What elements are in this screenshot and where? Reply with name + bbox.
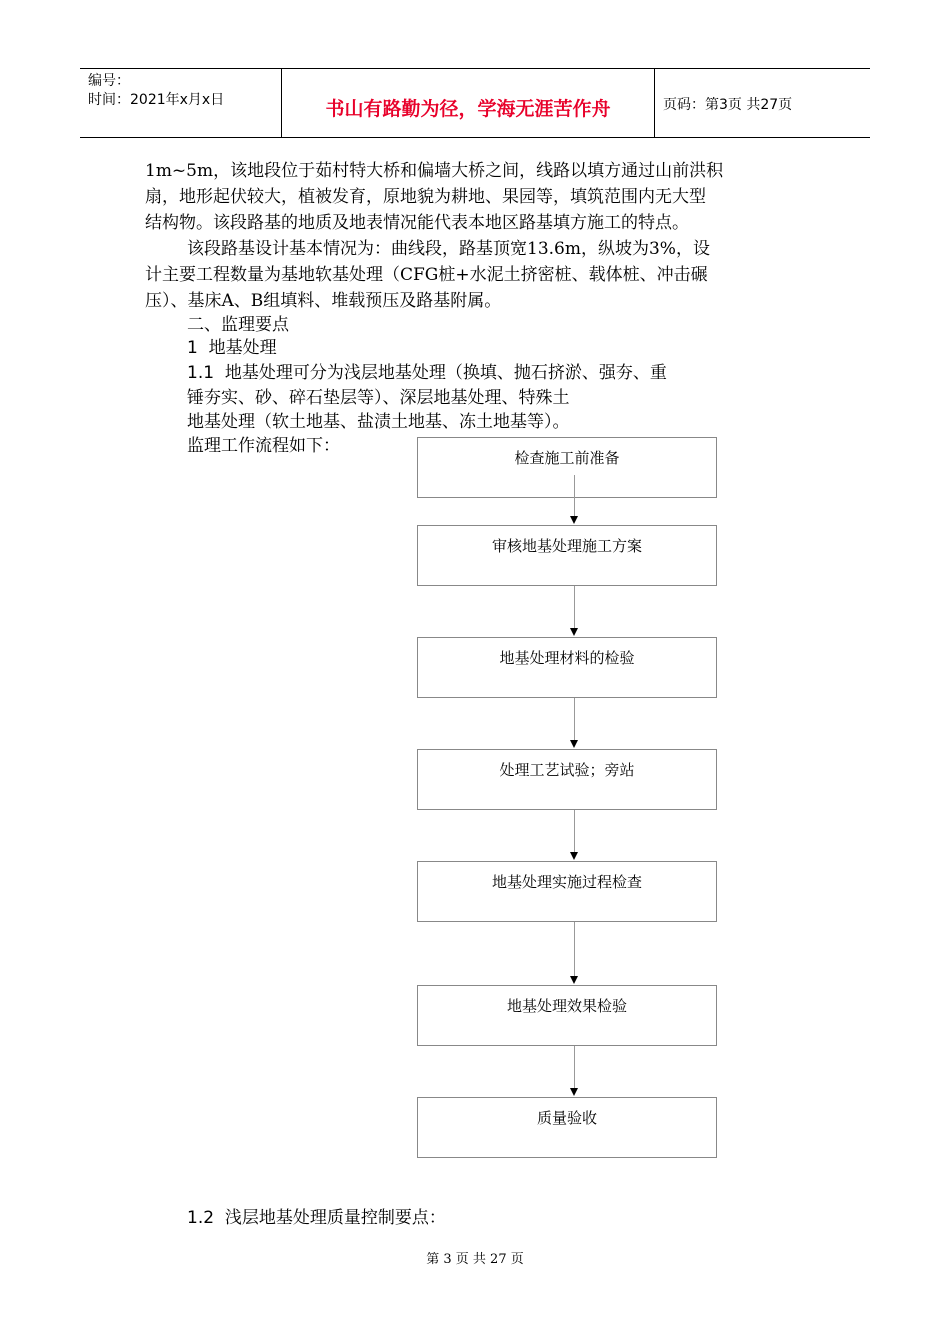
flow-connector-line [574,810,575,853]
flow-step-box [417,985,717,1046]
arrow-down-icon [570,976,578,984]
arrow-down-icon [570,740,578,748]
flow-step-box [417,637,717,698]
flow-step-label: 检查施工前准备 [514,449,620,467]
arrow-down-icon [570,852,578,860]
flow-step-label: 审核地基处理施工方案 [491,537,642,555]
flow-connector-line [574,922,575,977]
paragraph-line: 结构物。该段路基的地质及地表情况能代表本地区路基填方施工的特点。 [145,213,689,233]
flow-intro: 监理工作流程如下： [187,436,340,456]
page-header [80,68,870,138]
header-page-info: 页码：第3页 共27页 [663,97,793,113]
flow-step-label: 地基处理材料的检验 [499,649,635,667]
arrow-down-icon [570,628,578,636]
header-motto: 书山有路勤为径，学海无涯苦作舟 [325,98,611,120]
flow-step-box [417,861,717,922]
flow-connector-line [574,698,575,741]
paragraph-line: 地基处理（软土地基、盐渍土地基、冻土地基等）。 [187,412,570,432]
subsection-title: 地基处理 [208,338,277,358]
flow-step-label: 地基处理效果检验 [506,997,627,1015]
header-meta-cell [80,69,282,137]
flow-step-label: 地基处理实施过程检查 [491,873,642,891]
paragraph-line: 压）、基床A、B组填料、堆载预压及路基附属。 [145,291,502,311]
subsection-heading [187,1205,446,1231]
arrow-down-icon [570,1088,578,1096]
subsection-number: 1 [187,338,198,358]
subsection-number: 1.1 [187,363,215,383]
section-heading: 二、监理要点 [187,315,289,335]
subsection-title: 浅层地基处理质量控制要点： [224,1208,446,1228]
flow-step-box [417,749,717,810]
paragraph-line: 1.1 地基处理可分为浅层地基处理（换填、抛石挤淤、强夯、重 [187,363,667,383]
flow-step-label: 质量验收 [536,1109,597,1127]
flow-step-box [417,1097,717,1158]
subsection-number: 1.2 [187,1208,215,1228]
paragraph-line: 计主要工程数量为基地软基处理（CFG桩+水泥土挤密桩、载体桩、冲击碾 [145,265,708,285]
document-date-label: 时间：2021年x月x日 [88,92,225,108]
flow-step-box [417,437,717,498]
flow-connector-line [574,586,575,629]
header-motto-cell [282,69,655,137]
flow-connector-line [574,1046,575,1089]
document-number-label: 编号： [88,73,130,89]
subsection-heading [187,335,277,361]
flow-connector-line [574,475,575,517]
paragraph-line: 扇，地形起伏较大，植被发育，原地貌为耕地、果园等，填筑范围内无大型 [145,187,706,207]
page-footer: 第 3 页 共 27 页 [426,1252,524,1267]
paragraph-line: 1m~5m，该地段位于茹村特大桥和偏墙大桥之间，线路以填方通过山前洪积 [145,161,724,181]
arrow-down-icon [570,516,578,524]
paragraph-line: 该段路基设计基本情况为：曲线段，路基顶宽13.6m，纵坡为3%，设 [187,239,710,259]
paragraph-line: 锤夯实、砂、碎石垫层等）、深层地基处理、特殊土 [187,388,570,408]
flow-step-label: 处理工艺试验；旁站 [499,761,635,779]
flow-step-box [417,525,717,586]
